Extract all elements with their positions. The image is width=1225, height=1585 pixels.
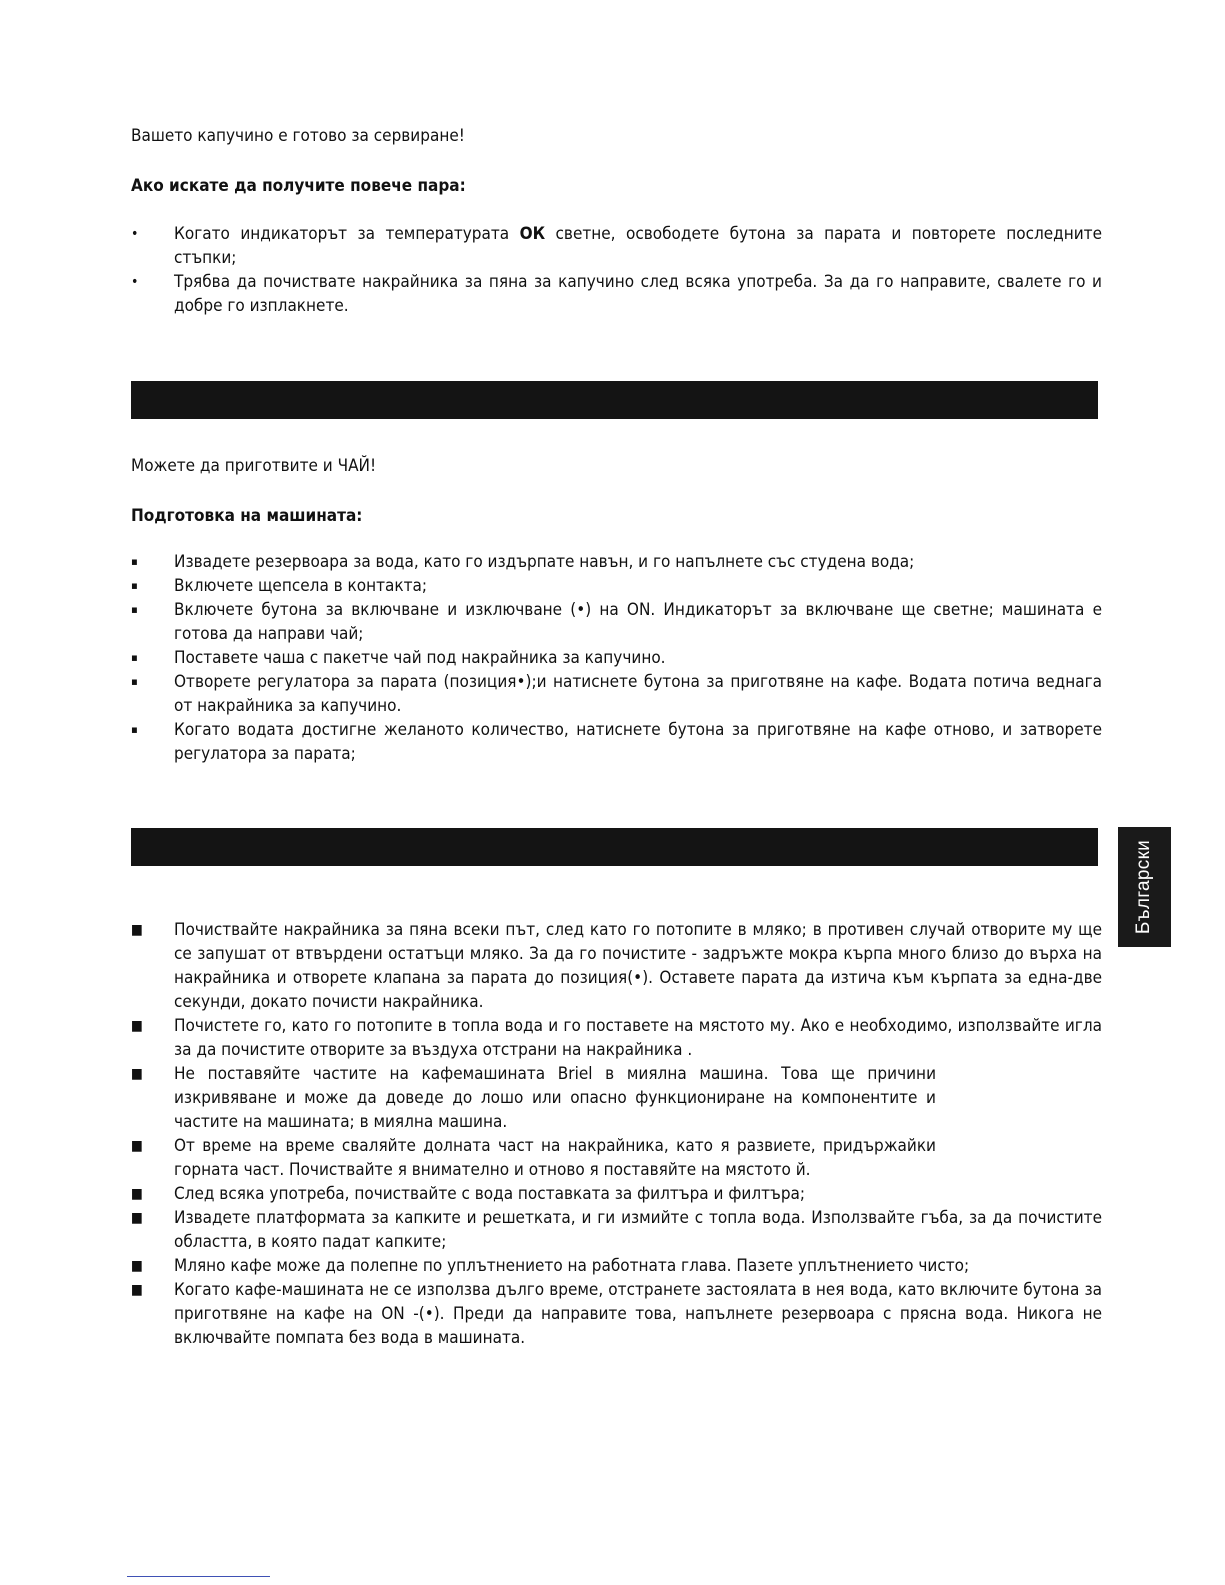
list-item-text: Включете щепсела в контакта;	[174, 576, 428, 596]
steam-list	[131, 222, 1102, 318]
ok-indicator-label: ОК	[519, 224, 546, 244]
list-item-text: Включете бутона за включване и изключване (•) на ON. Индикаторът за включване ще светне; машината е готова да направи чай;	[174, 600, 1102, 644]
list-item	[131, 1182, 1102, 1206]
list-item-text: Извадете резервоара за вода, като го издърпате навън, и го напълнете със студена вода;	[174, 552, 915, 572]
list-item	[131, 646, 1102, 670]
list-item-text: Когато кафе-машината не се използва дълго време, отстранете застоялата в нея вода, като включите бутона за приготвяне на кафе на ON -(•). Преди да направите това, напълнете резервоара с прясна вода. Никога не включвайте помпата без вода в машината.	[174, 1280, 1102, 1348]
list-item-text: От време на време сваляйте долната част на накрайника, като я развиете, придържайки горната част. Почиствайте я внимателно и отново я поставяйте на мястото й.	[174, 1136, 936, 1180]
bullet-marker: ■	[131, 922, 143, 938]
list-item	[131, 598, 1102, 646]
list-item-text: Извадете платформата за капките и решетката, и ги измийте с топла вода. Използвайте гъба, за да почистите областта, в която падат капките;	[174, 1208, 1102, 1252]
machine-preparation-heading: Подготовка на машината:	[131, 506, 363, 526]
list-item	[131, 918, 1102, 1014]
list-item	[131, 1062, 1102, 1134]
cappuccino-ready-text: Вашето капучино е готово за сервиране!	[131, 126, 465, 146]
bullet-marker: ▪	[131, 675, 138, 688]
bullet-marker: ▪	[131, 603, 138, 616]
bullet-marker: •	[131, 226, 139, 242]
footer-divider	[127, 1576, 270, 1577]
list-item-text: Почиствайте накрайника за пяна всеки път, след като го потопите в мляко; в противен случай отворите му ще се запушат от втвърдени остатъци мляко. За да го почистите - задръжте мокра кърпа много близо до върха на накрайника и отворете клапана за парата до позиция(•). Оставете парата да изтича към кърпата за една-две секунди, докато почисти накрайника.	[174, 920, 1102, 1012]
bullet-marker: ■	[131, 1210, 143, 1226]
bullet-marker: ■	[131, 1186, 143, 1202]
list-item-text: Мляно кафе може да полепне по уплътнението на работната глава. Пазете уплътнението чисто;	[174, 1256, 970, 1276]
list-item	[131, 574, 1102, 598]
list-item	[131, 718, 1102, 766]
list-item-text: Почистете го, като го потопите в топла вода и го поставете на мястото му. Ако е необходимо, използвайте игла за да почистите отворите за въздуха отстрани на накрайника .	[174, 1016, 1102, 1060]
bullet-marker: •	[131, 274, 139, 290]
bullet-marker: ■	[131, 1018, 143, 1034]
list-item-text: Не поставяйте частите на кафемашината Briel в миялна машина. Това ще причини изкривяване и може да доведе до лошо или опасно функциониране на компонентите и частите на машината; в миялна машина.	[174, 1064, 936, 1132]
list-item	[131, 1278, 1102, 1350]
list-item	[131, 1206, 1102, 1254]
bullet-marker: ▪	[131, 651, 138, 664]
bullet-marker: ■	[131, 1282, 143, 1298]
list-item-text: Поставете чаша с пакетче чай под накрайника за капучино.	[174, 648, 666, 668]
bullet-marker: ▪	[131, 555, 138, 568]
list-item	[131, 670, 1102, 718]
list-item	[131, 1014, 1102, 1062]
list-item	[131, 550, 1102, 574]
tea-steps-list	[131, 550, 1102, 766]
bullet-marker: ■	[131, 1258, 143, 1274]
cleaning-list	[131, 918, 1102, 1350]
bullet-marker: ▪	[131, 579, 138, 592]
bullet-marker: ■	[131, 1066, 143, 1082]
list-item-text: Отворете регулатора за парата (позиция•);и натиснете бутона за приготвяне на кафе. Водата потича веднага от накрайника за капучино.	[174, 672, 1102, 716]
list-item	[131, 222, 1102, 270]
list-item-text: Когато водата достигне желаното количество, натиснете бутона за приготвяне на кафе отново, и затворете регулатора за парата;	[174, 720, 1102, 764]
section-header-bar	[131, 828, 1098, 866]
language-tab	[1118, 827, 1171, 947]
tea-intro-text: Можете да приготвите и ЧАЙ!	[131, 456, 377, 476]
list-item	[131, 270, 1102, 318]
section-header-bar	[131, 381, 1098, 419]
more-steam-heading: Ако искате да получите повече пара:	[131, 176, 466, 196]
list-item-text: След всяка употреба, почиствайте с вода поставката за филтъра и филтъра;	[174, 1184, 806, 1204]
bullet-marker: ■	[131, 1138, 143, 1154]
steam-item-text: Трябва да почиствате накрайника за пяна за капучино след всяка употреба. За да го направите, свалете го и добре го изплакнете.	[174, 272, 1102, 316]
bullet-marker: ▪	[131, 723, 138, 736]
steam-item-text-end: светне, освободете бутона за парата и повторете последните стъпки;	[174, 224, 1103, 268]
language-tab-label: Български	[1133, 839, 1155, 935]
list-item	[131, 1134, 1102, 1182]
list-item	[131, 1254, 1102, 1278]
steam-item-text-start: Когато индикаторът за температурата	[174, 224, 520, 244]
